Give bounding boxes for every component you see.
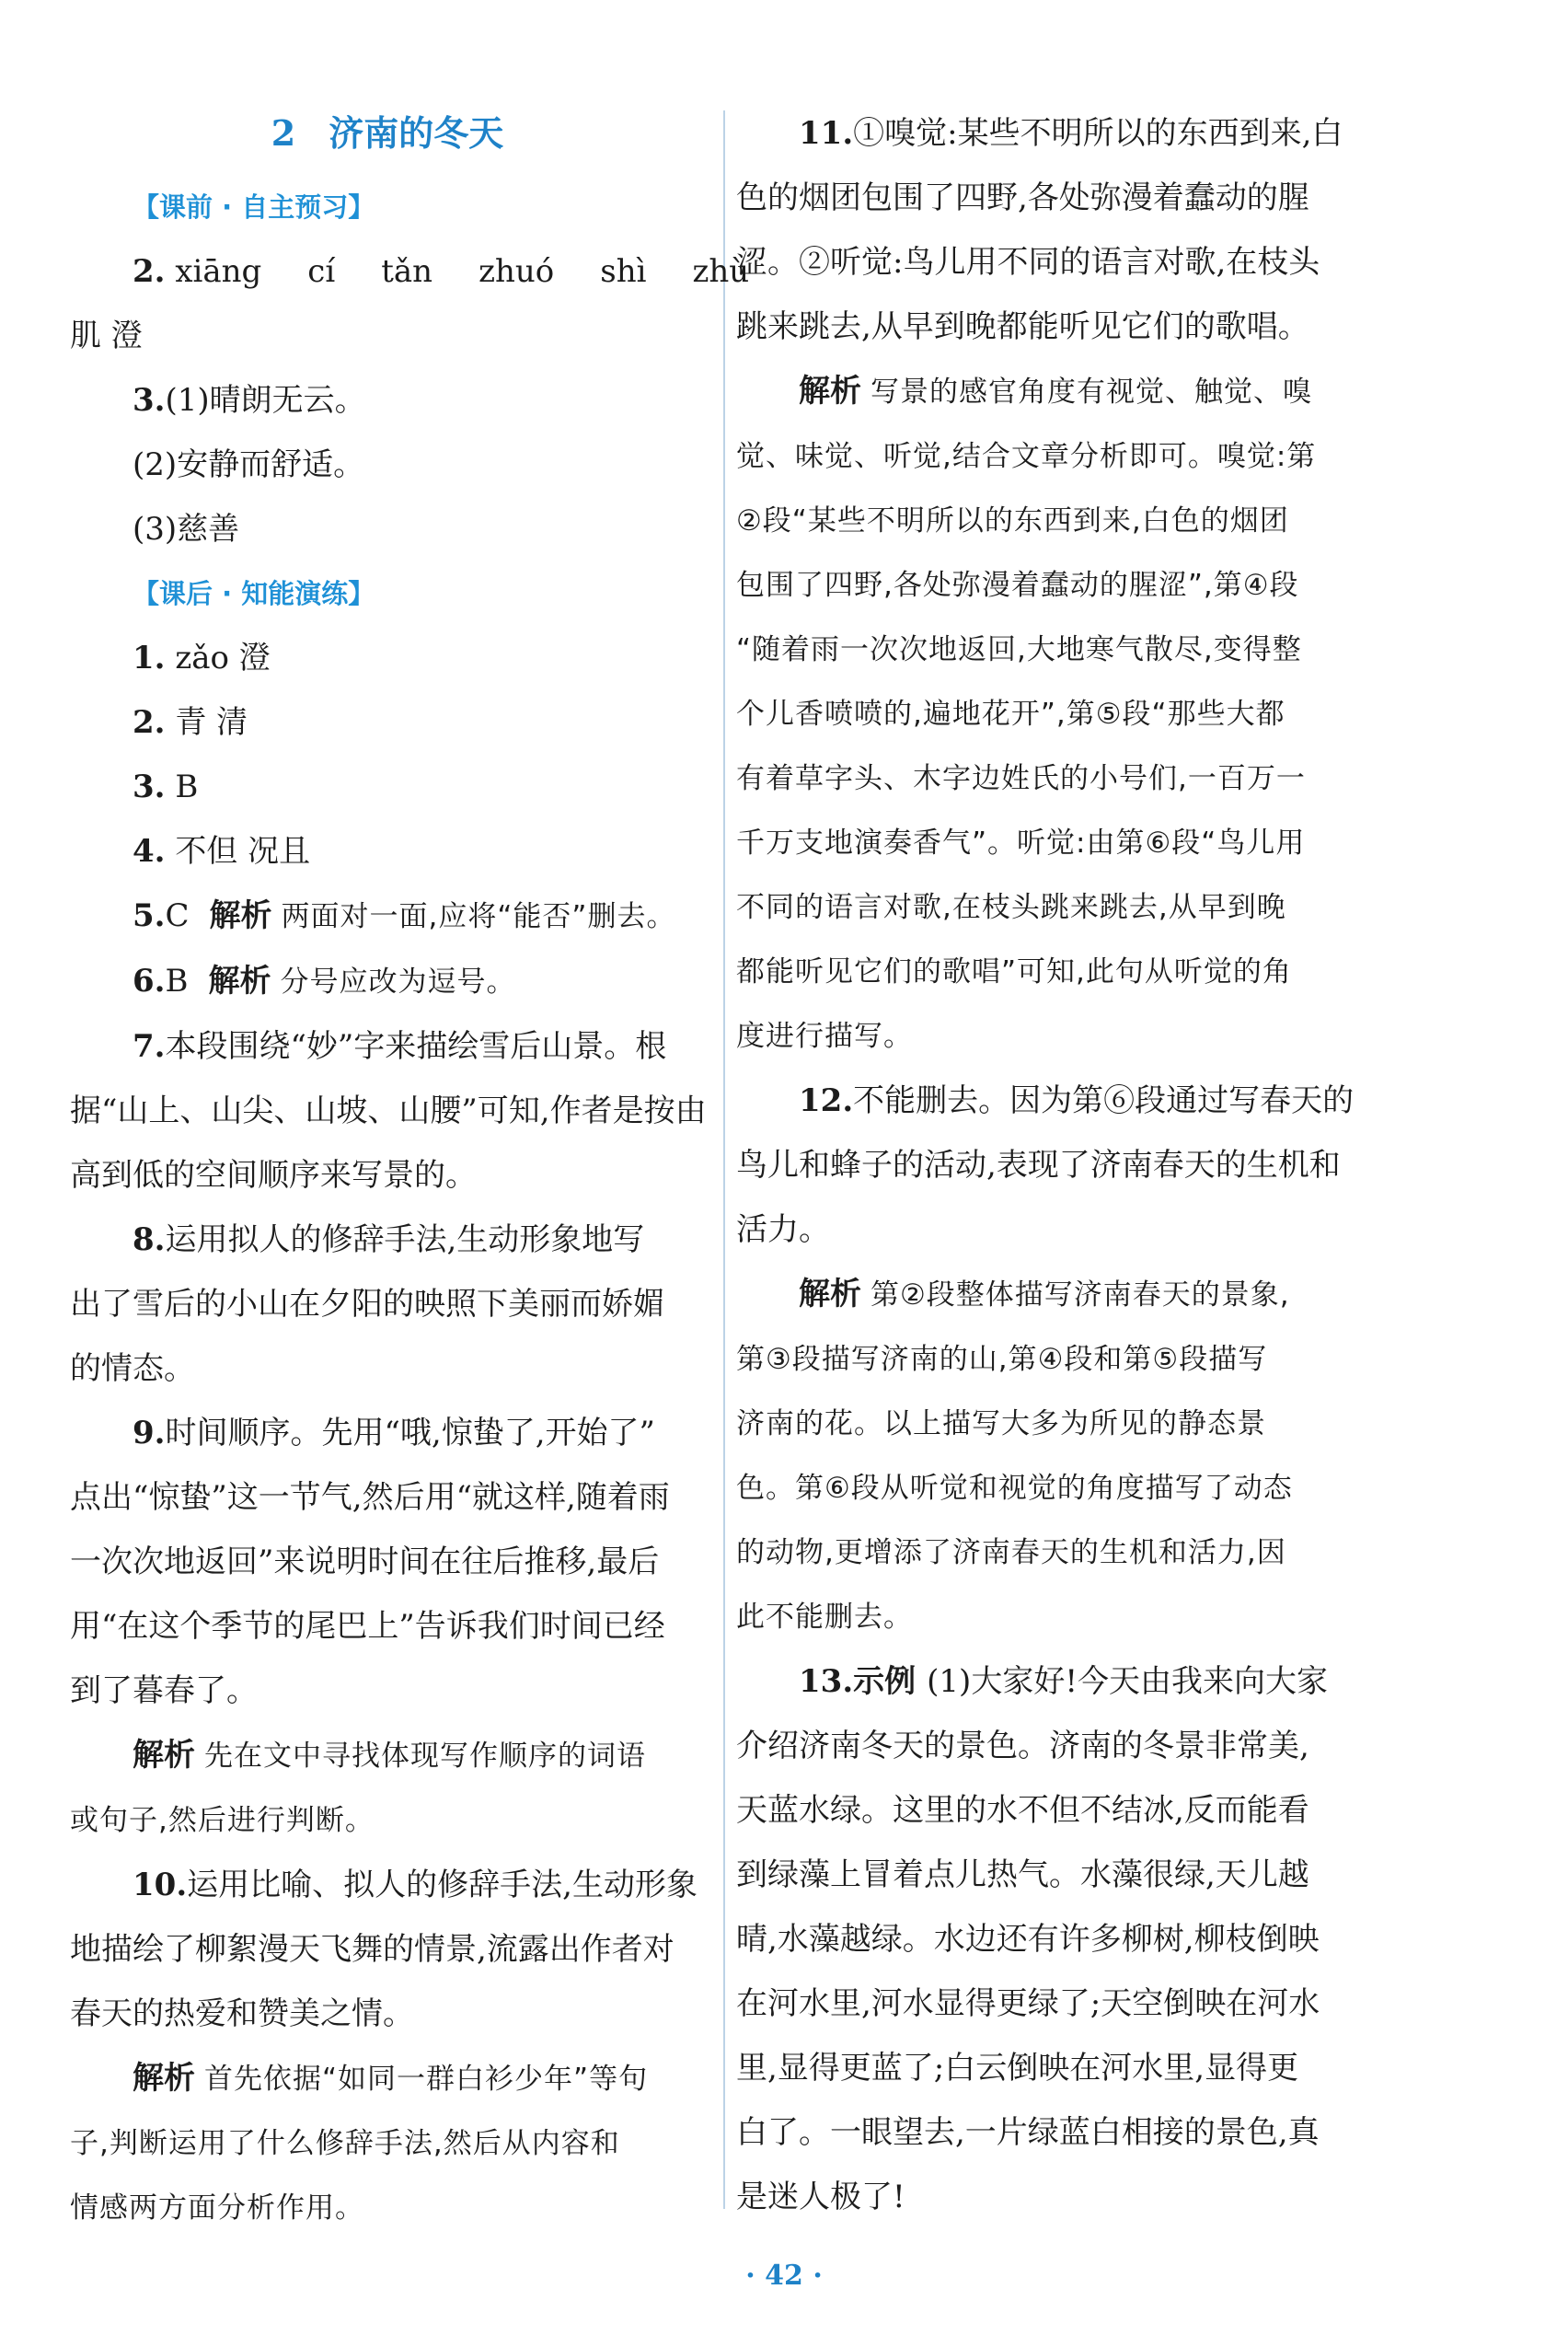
practice-8-line-2: 出了雪后的小山在夕阳的映照下美丽而娇媚 <box>70 1286 664 1323</box>
practice-12-analysis-1: 解析 第②段整体描写济南春天的景象, <box>799 1276 1290 1312</box>
practice-10-analysis-3: 情感两方面分析作用。 <box>70 2191 364 2225</box>
q2-chars: 肌 澄 <box>70 318 143 354</box>
practice-11-line-2: 色的烟团包围了四野,各处弥漫着蠢动的腥 <box>736 179 1309 216</box>
practice-11-line-1: 11.①嗅觉:某些不明所以的东西到来,白 <box>799 115 1343 152</box>
practice-11-line-3: 涩。②听觉:鸟儿用不同的语言对歌,在枝头 <box>736 244 1320 281</box>
practice-5: 5.C 解析 两面对一面,应将“能否”删去。 <box>133 897 676 934</box>
practice-12-line-1: 12.不能删去。因为第⑥段通过写春天的 <box>799 1082 1355 1119</box>
practice-12-analysis-3: 济南的花。以上描写大多为所见的静态景 <box>736 1407 1266 1440</box>
practice-9-analysis-1: 解析 先在文中寻找体现写作顺序的词语 <box>133 1737 646 1774</box>
practice-9-line-4: 用“在这个季节的尾巴上”告诉我们时间已经 <box>70 1608 665 1645</box>
practice-8-line-1: 8.运用拟人的修辞手法,生动形象地写 <box>133 1221 645 1258</box>
practice-9-line-5: 到了暮春了。 <box>70 1672 258 1709</box>
practice-13-line-4: 到绿藻上冒着点儿热气。水藻很绿,天儿越 <box>736 1856 1309 1893</box>
practice-12-line-2: 鸟儿和蜂子的活动,表现了济南春天的生机和 <box>736 1147 1341 1184</box>
practice-13-line-6: 在河水里,河水显得更绿了;天空倒映在河水 <box>736 1985 1320 2022</box>
practice-11-analysis-10: 都能听见它们的歌唱”可知,此句从听觉的角 <box>736 955 1292 989</box>
practice-9-line-1: 9.时间顺序。先用“哦,惊蛰了,开始了” <box>133 1415 655 1451</box>
q3-answer-3: (3)慈善 <box>133 511 240 548</box>
practice-11-analysis-9: 不同的语言对歌,在枝头跳来跳去,从早到晚 <box>736 891 1286 924</box>
practice-7-line-1: 7.本段围绕“妙”字来描绘雪后山景。根 <box>133 1028 667 1065</box>
left-column <box>70 101 750 2240</box>
practice-4: 4. 不但 况且 <box>133 833 311 870</box>
practice-13-line-5: 晴,水藻越绿。水边还有许多柳树,柳枝倒映 <box>736 1921 1320 1958</box>
practice-11-analysis-2: 觉、味觉、听觉,结合文章分析即可。嗅觉:第 <box>736 440 1317 473</box>
practice-7-line-3: 高到低的空间顺序来写景的。 <box>70 1157 477 1194</box>
practice-2: 2. 青 清 <box>133 704 248 741</box>
practice-11-analysis-4: 包围了四野,各处弥漫着蠢动的腥涩”,第④段 <box>736 569 1299 602</box>
q2-pinyin: 2. xiāng cí tǎn zhuó shì zhù <box>133 253 750 290</box>
practice-8-line-3: 的情态。 <box>70 1350 195 1387</box>
practice-3: 3. B <box>133 769 199 805</box>
practice-12-line-3: 活力。 <box>736 1211 830 1248</box>
section-practice-heading: 【课后 · 知能演练】 <box>133 578 375 609</box>
practice-10-line-1: 10.运用比喻、拟人的修辞手法,生动形象 <box>133 1867 698 1903</box>
practice-6: 6.B 解析 分号应改为逗号。 <box>133 963 516 1000</box>
practice-11-analysis-6: 个儿香喷喷的,遍地花开”,第⑤段“那些大都 <box>736 698 1286 731</box>
practice-12-analysis-4: 色。第⑥段从听觉和视觉的角度描写了动态 <box>736 1472 1293 1505</box>
practice-11-analysis-8: 千万支地演奏香气”。听觉:由第⑥段“鸟儿用 <box>736 827 1306 860</box>
practice-11-analysis-11: 度进行描写。 <box>736 1020 913 1053</box>
practice-13-line-3: 天蓝水绿。这里的水不但不结冰,反而能看 <box>736 1792 1309 1829</box>
lesson-title: 2 济南的冬天 <box>271 112 504 154</box>
practice-13-line-1: 13.示例 (1)大家好!今天由我来向大家 <box>799 1663 1328 1700</box>
practice-9-line-2: 点出“惊蛰”这一节气,然后用“就这样,随着雨 <box>70 1479 670 1516</box>
practice-12-analysis-5: 的动物,更增添了济南春天的生机和活力,因 <box>736 1536 1286 1569</box>
practice-13-line-7: 里,显得更蓝了;白云倒映在河水里,显得更 <box>736 2050 1299 2087</box>
practice-13-line-2: 介绍济南冬天的景色。济南的冬景非常美, <box>736 1728 1309 1764</box>
section-preview-heading: 【课前 · 自主预习】 <box>133 191 375 223</box>
practice-13-line-8: 白了。一眼望去,一片绿蓝白相接的景色,真 <box>736 2114 1320 2151</box>
practice-11-analysis-3: ②段“某些不明所以的东西到来,白色的烟团 <box>736 504 1289 538</box>
practice-11-line-4: 跳来跳去,从早到晚都能听见它们的歌唱。 <box>736 308 1309 345</box>
practice-13-line-9: 是迷人极了! <box>736 2179 905 2215</box>
practice-11-analysis-7: 有着草字头、木字边姓氏的小号们,一百万一 <box>736 762 1306 795</box>
q3-answer-1: 3.(1)晴朗无云。 <box>133 382 366 419</box>
practice-1: 1. zǎo 澄 <box>133 640 271 676</box>
practice-11-analysis-5: “随着雨一次次地返回,大地寒气散尽,变得整 <box>736 633 1302 666</box>
practice-12-analysis-6: 此不能删去。 <box>736 1601 913 1634</box>
column-divider <box>723 110 725 2209</box>
practice-10-line-2: 地描绘了柳絮漫天飞舞的情景,流露出作者对 <box>70 1931 674 1968</box>
practice-7-line-2: 据“山上、山尖、山坡、山腰”可知,作者是按由 <box>70 1093 707 1129</box>
page-number: · 42 · <box>745 2260 823 2292</box>
practice-10-analysis-2: 子,判断运用了什么修辞手法,然后从内容和 <box>70 2127 620 2160</box>
practice-10-line-3: 春天的热爱和赞美之情。 <box>70 1995 414 2032</box>
practice-11-analysis-1: 解析 写景的感官角度有视觉、触觉、嗅 <box>799 373 1312 410</box>
right-column <box>736 101 1371 2229</box>
practice-9-analysis-2: 或句子,然后进行判断。 <box>70 1804 375 1837</box>
practice-12-analysis-2: 第③段描写济南的山,第④段和第⑤段描写 <box>736 1343 1268 1376</box>
practice-9-line-3: 一次次地返回”来说明时间在往后推移,最后 <box>70 1543 660 1580</box>
q3-answer-2: (2)安静而舒适。 <box>133 446 365 483</box>
practice-10-analysis-1: 解析 首先依据“如同一群白衫少年”等句 <box>133 2060 649 2097</box>
